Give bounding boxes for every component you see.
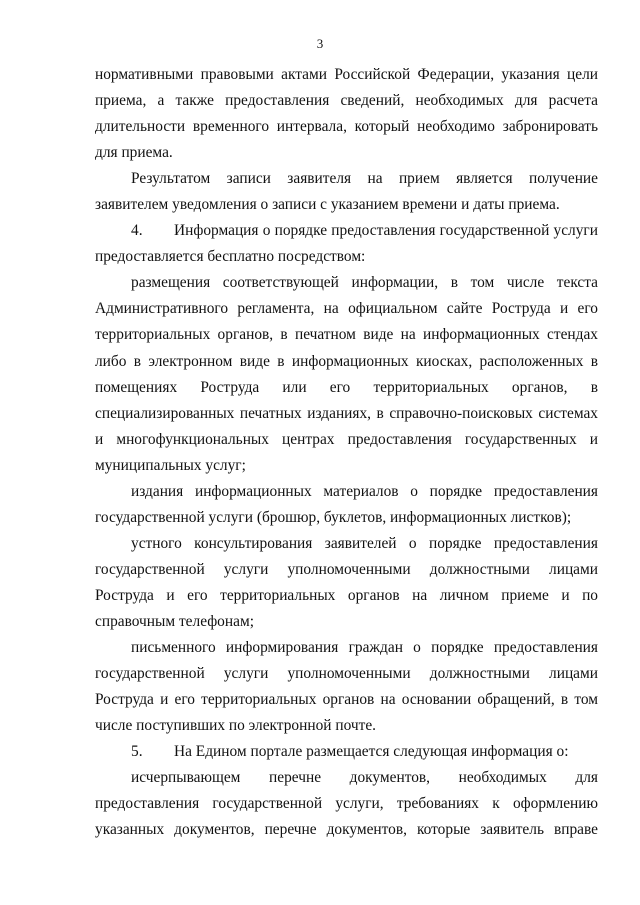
paragraph-documents: исчерпывающем перечне документов, необходимых для предоставления государственной услуги, требованиях к оформлению указанных документов, перечне документов, которые заявитель вправе xyxy=(95,769,598,839)
paragraph-item-5 xyxy=(95,739,598,765)
document-body xyxy=(95,62,598,843)
item-number: 4. xyxy=(131,222,143,240)
paragraph-written-info: письменного информирования граждан о порядке предоставления государственной услуги уполномоченными должностными лицами Роструда и его территориальных органов на основании обращений, в том числе поступивших по электронной почте. xyxy=(95,639,598,735)
paragraph-result: Результатом записи заявителя на прием является получение заявителем уведомления о записи с указанием времени и даты приема. xyxy=(95,170,598,214)
page-number: 3 xyxy=(316,36,324,51)
paragraph-text: Информация о порядке предоставления государственной услуги предоставляется бесплатно посредством: xyxy=(95,222,598,266)
paragraph-oral-consulting: устного консультирования заявителей о порядке предоставления государственной услуги уполномоченными должностными лицами Роструда и его территориальных органов на личном приеме и по справочным телефонам; xyxy=(95,534,598,630)
paragraph-text: На Едином портале размещается следующая информация о: xyxy=(174,743,569,761)
paragraph-item-4 xyxy=(95,218,598,270)
paragraph-publication: издания информационных материалов о порядке предоставления государственной услуги (брошюр, буклетов, информационных листков); xyxy=(95,482,598,526)
paragraph-continuation: нормативными правовыми актами Российской Федерации, указания цели приема, а также предоставления сведений, необходимых для расчета длительности временного интервала, который необходимо забронировать для приема. xyxy=(95,66,598,162)
item-number: 5. xyxy=(131,743,143,761)
paragraph-placement: размещения соответствующей информации, в том числе текста Административного регламента, на официальном сайте Роструда и его территориальных органов, в печатном виде на информационных стендах либо в электронном виде в информационных киосках, расположенных в помещениях Роструда или его территориальных органов, в специализированных печатных изданиях, в справочно-поисковых системах и многофункциональных центрах предоставления государственных и муниципальных услуг; xyxy=(95,274,598,474)
